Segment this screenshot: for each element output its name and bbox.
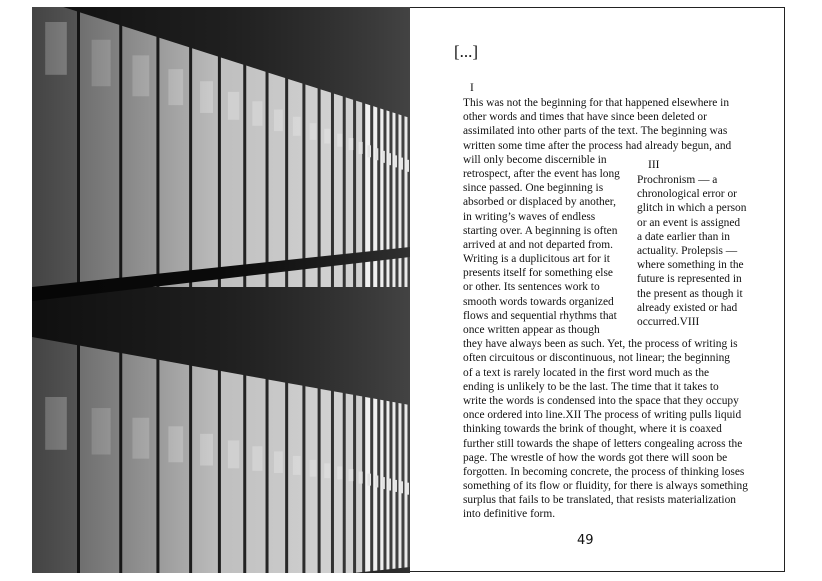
body-line: they have always been as such. Yet, the process of writing is: [463, 338, 738, 351]
body-line: assimilated into other parts of the text. The beginning was: [463, 125, 728, 138]
book-page: [410, 7, 785, 572]
body-line: page. The wrestle of how the words got there will soon be: [463, 451, 728, 464]
body-line: or other. Its sentences work to: [463, 281, 600, 294]
body-line: Writing is a duplicitous art for it: [463, 253, 610, 266]
body-line: since passed. One beginning is: [463, 182, 604, 195]
body-line: written some time after the process had already begun, and: [463, 139, 732, 152]
body-line: once ordered into line.XII The process of writing pulls liquid: [463, 409, 742, 422]
side-line: or an event is assigned: [637, 216, 741, 229]
side-line: the present as though it: [637, 287, 743, 300]
side-line: chronological error or: [637, 188, 737, 201]
side-column-text: [637, 173, 746, 329]
side-line: where something in the: [637, 259, 744, 272]
side-line: a date earlier than in: [637, 230, 730, 243]
side-line: glitch in which a person: [637, 202, 747, 215]
body-line: ending is unlikely to be the last. The time that it takes to: [463, 380, 719, 393]
side-line: already existed or had: [637, 301, 738, 314]
body-line: will only become discernible in: [463, 153, 607, 166]
body-line: something of its flow or fluidity, for there is always something: [463, 480, 748, 493]
body-line: of a text is rarely located in the first word much as the: [463, 366, 710, 379]
archive-shelves-photo: [32, 7, 410, 573]
body-line: thinking towards the brink of thought, where it is coaxed: [463, 423, 722, 436]
body-line: flows and sequential rhythms that: [463, 309, 617, 322]
side-line: Prochronism — a: [637, 174, 718, 186]
body-line: write the words is condensed into the space that they occupy: [463, 394, 739, 407]
side-line: occurred.VIII: [637, 315, 700, 328]
body-line: absorbed or displaced by another,: [463, 196, 616, 209]
section-numeral-three: III: [648, 159, 660, 171]
ellipsis-mark: [...]: [454, 42, 479, 61]
page-number: 49: [577, 533, 594, 548]
side-line: future is represented in: [637, 273, 742, 286]
body-line: retrospect, after the event has long: [463, 167, 620, 180]
body-line: smooth words towards organized: [463, 295, 614, 308]
body-line: further still towards the shape of letters congealing across the: [463, 437, 743, 450]
body-line: often circuitous or discontinuous, not linear; the beginning: [463, 352, 730, 365]
side-line: actuality. Prolepsis —: [637, 244, 738, 257]
body-line: starting over. A beginning is often: [463, 224, 618, 237]
body-line: surplus that fails to be translated, that resists materialization: [463, 494, 736, 507]
body-line: once written appear as though: [463, 324, 600, 336]
body-line: forgotten. In becoming concrete, the process of thinking loses: [463, 465, 745, 478]
body-line: in writing’s waves of endless: [463, 210, 596, 223]
body-line: into definitive form.: [463, 508, 556, 521]
body-line: This was not the beginning for that happened elsewhere in: [463, 97, 730, 109]
body-line: presents itself for something else: [463, 267, 613, 280]
body-line: other words and times that have since been deleted or: [463, 111, 707, 124]
archive-shelves-image: [32, 7, 410, 573]
section-numeral-one: I: [470, 82, 474, 94]
body-line: arrived at and not departed from.: [463, 238, 613, 251]
